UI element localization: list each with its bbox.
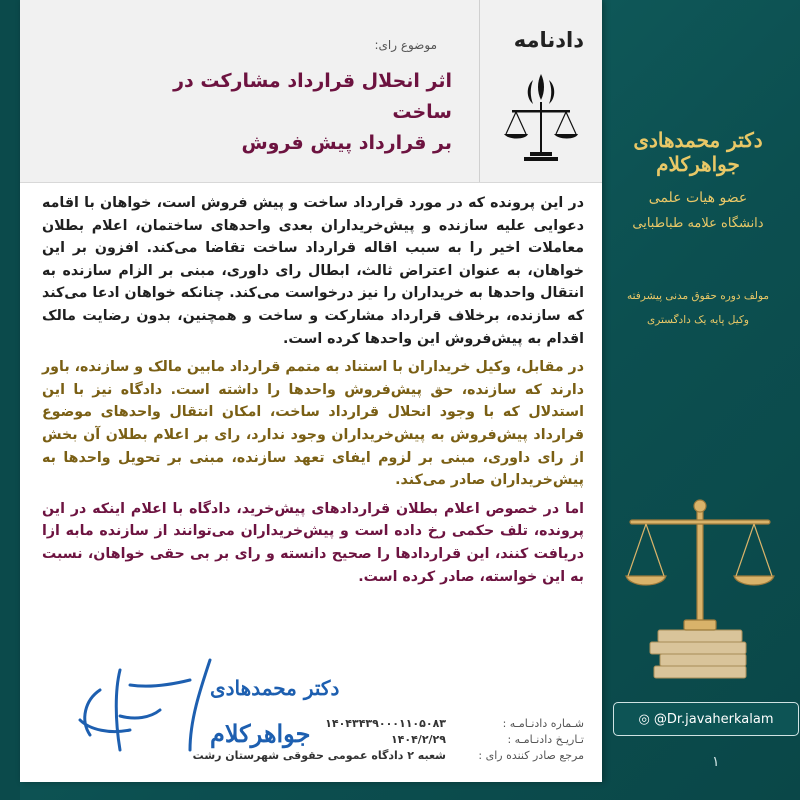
paragraph-1: در این پرونده که در مورد قرارداد ساخت و پیش فروش است، خواهان با اقامه دعوایی علیه سازنده و پیش‌خریداران بعدی واحدهای ساختمان، اعلام بطلان معاملات اخیر را به سبب اقاله قرارداد ساخت تقاضا می‌کند. افزون بر این خواهان، به عنوان اعتراض ثالث، ابطال رای داوری، مبنی بر الزام سازنده به انتقال واحدها به خریداران را نیز درخواست می‌کند. چنانکه خواهان ادعا می‌کند که سازنده، برخلاف قرارداد مشارکت و ساخت و همچنین، بدون رضایت مالک اقدام به پیش‌فروش این واحدها کرده است. xyxy=(42,195,584,347)
instagram-handle[interactable] xyxy=(613,702,799,736)
iran-emblem-scales-icon xyxy=(500,70,582,166)
document-header xyxy=(20,0,602,183)
ruling-title xyxy=(132,66,452,159)
handle-text: @Dr.javaherkalam xyxy=(653,711,774,727)
paragraph-3: اما در خصوص اعلام بطلان قراردادهای پیش‌خرید، دادگاه با اعلام اینکه در این پرونده، تلف حکمی رخ داده است و پیش‌خریداران می‌توانند از سازنده مابه ازا دریافت کنند، این قراردادها را صحیح دانسته و رای بر بی حقی خواهان، نسبت به این خواسته، صادر کرده است. xyxy=(42,500,584,585)
paragraph-2: در مقابل، وکیل خریداران با استناد به متمم قرارداد مابین مالک و سازنده، باور دارند که سازنده، حق پیش‌فروش واحدها را داشته است. دادگاه نیز با این استدلال که با وجود انحلال قرارداد ساخت، امکان انتقال واحدهای موضوع قرارداد پیش‌فروش به پیش‌خریداران وجود ندارد، رای بر اعلام بطلان آن بخش از رای داوری، مبنی بر لزوم ایفای تعهد سازنده، مبنی بر تحویل واحدها به پیش‌خریداران صادر می‌کند. xyxy=(42,359,584,489)
ruling-title-line1: اثر انحلال قرارداد مشارکت در ساخت xyxy=(173,70,452,123)
subject-label: موضوع رای: xyxy=(374,38,437,52)
author-name: دکتر محمدهادی جواهرکلام xyxy=(633,128,763,176)
meta-row-issuer xyxy=(193,748,584,764)
author-role-course: مولف دوره حقوق مدنی پیشرفته xyxy=(626,290,770,302)
instagram-icon: ◎ xyxy=(638,711,650,727)
issuer-label: مرجع صادر کننده رای : xyxy=(478,749,584,762)
ruling-metadata xyxy=(193,716,584,764)
signature-line2: جواهرکلام xyxy=(210,719,311,748)
left-band xyxy=(0,0,20,800)
meta-row-date xyxy=(193,732,584,748)
ruling-title-line2: بر قرارداد پیش فروش xyxy=(241,132,452,154)
date-label: تـاریـخ دادنـامـه : xyxy=(507,733,584,746)
number-label: شـماره دادنـامـه : xyxy=(502,717,584,730)
meta-row-number xyxy=(193,716,584,732)
doc-type-label: دادنامه xyxy=(513,28,584,52)
signature-line1: دکتر محمدهادی xyxy=(210,676,340,700)
number-value: ۱۴۰۴۳۴۳۹۰۰۰۱۱۰۵۰۸۳ xyxy=(325,717,446,730)
document-paper xyxy=(20,0,602,782)
scales-and-books-icon xyxy=(620,480,780,680)
issuer-value: شعبه ۲ دادگاه عمومی حقوقی شهرستان رشت xyxy=(192,749,446,762)
ruling-body xyxy=(42,192,584,594)
author-role-lawyer: وکیل پایه یک دادگستری xyxy=(646,314,749,326)
author-role-faculty: عضو هیات علمی xyxy=(648,190,748,206)
emblem-box xyxy=(479,0,602,182)
author-role-university: دانشگاه علامه طباطبایی xyxy=(632,216,764,231)
page-number: ۱ xyxy=(712,754,720,770)
date-value: ۱۴۰۴/۲/۲۹ xyxy=(390,733,446,746)
